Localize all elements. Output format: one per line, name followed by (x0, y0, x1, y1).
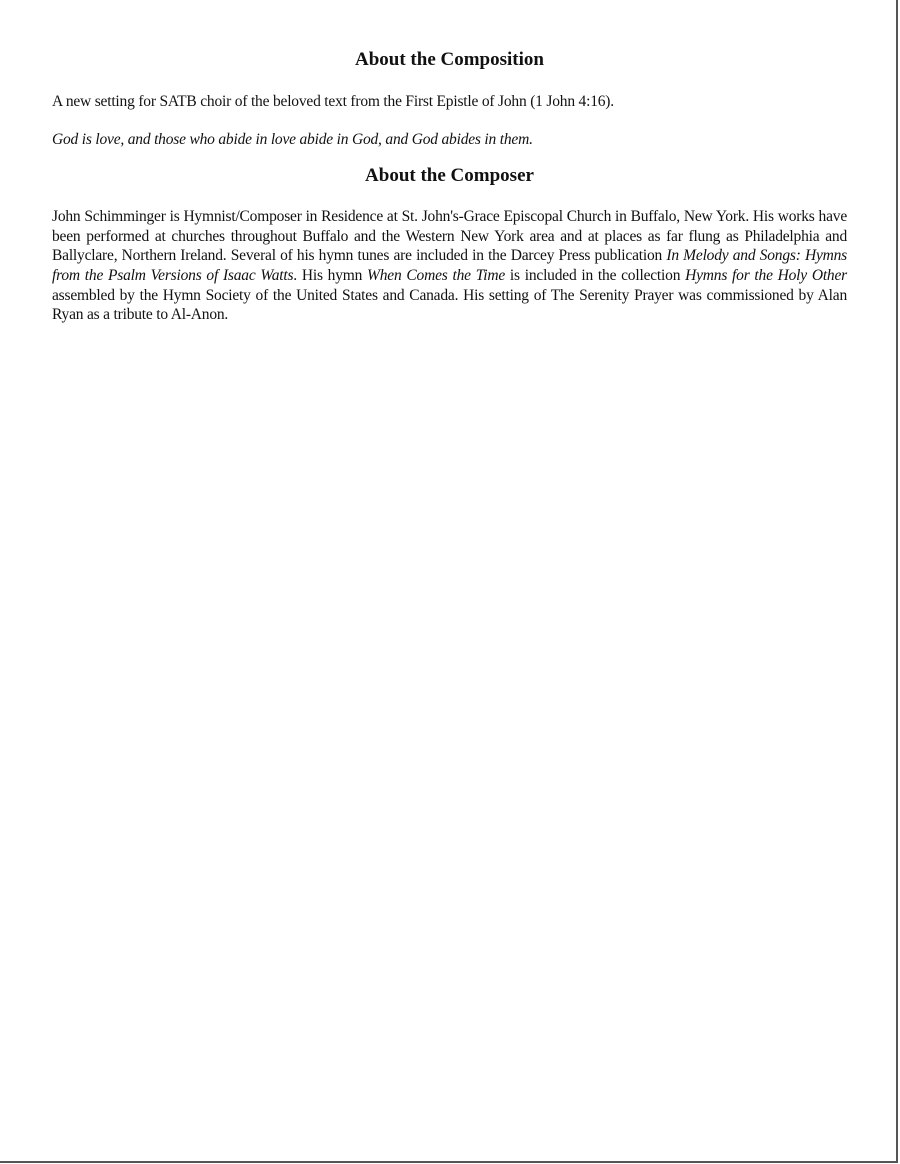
page-content (52, 46, 847, 325)
composition-heading: About the Composition (355, 49, 544, 70)
collection-title: Hymns for the Holy Other (685, 266, 847, 284)
scripture-quote: God is love, and those who abide in love abide in God, and God abides in them. (52, 130, 533, 148)
composer-bio (52, 207, 847, 325)
composer-heading: About the Composer (365, 165, 534, 187)
hymn-title: When Comes the Time (367, 266, 506, 284)
publication-title: In Melody and Songs: Hymns from the Psalm Versions of Isaac Watts (52, 247, 848, 284)
bio-text-2: . His hymn (293, 266, 368, 284)
bio-text-3: is included in the collection (505, 266, 686, 284)
composition-description: A new setting for SATB choir of the beloved text from the First Epistle of John (1 John 4:16). (52, 93, 614, 110)
bio-text-4: assembled by the Hymn Society of the United States and Canada. His setting of The Serenity Prayer was commissioned by Alan Ryan as a tribute to Al-Anon. (52, 286, 847, 324)
bio-text-1: John Schimminger is Hymnist/Composer in Residence at St. John's-Grace Episcopal Church in Buffalo, New York. His works have been performed at churches throughout Buffalo and the Western New York area and at places as far flung as Philadelphia and Ballyclare, Northern Ireland. Several of his hymn tunes are included in the Darcey Press publication (52, 208, 847, 265)
